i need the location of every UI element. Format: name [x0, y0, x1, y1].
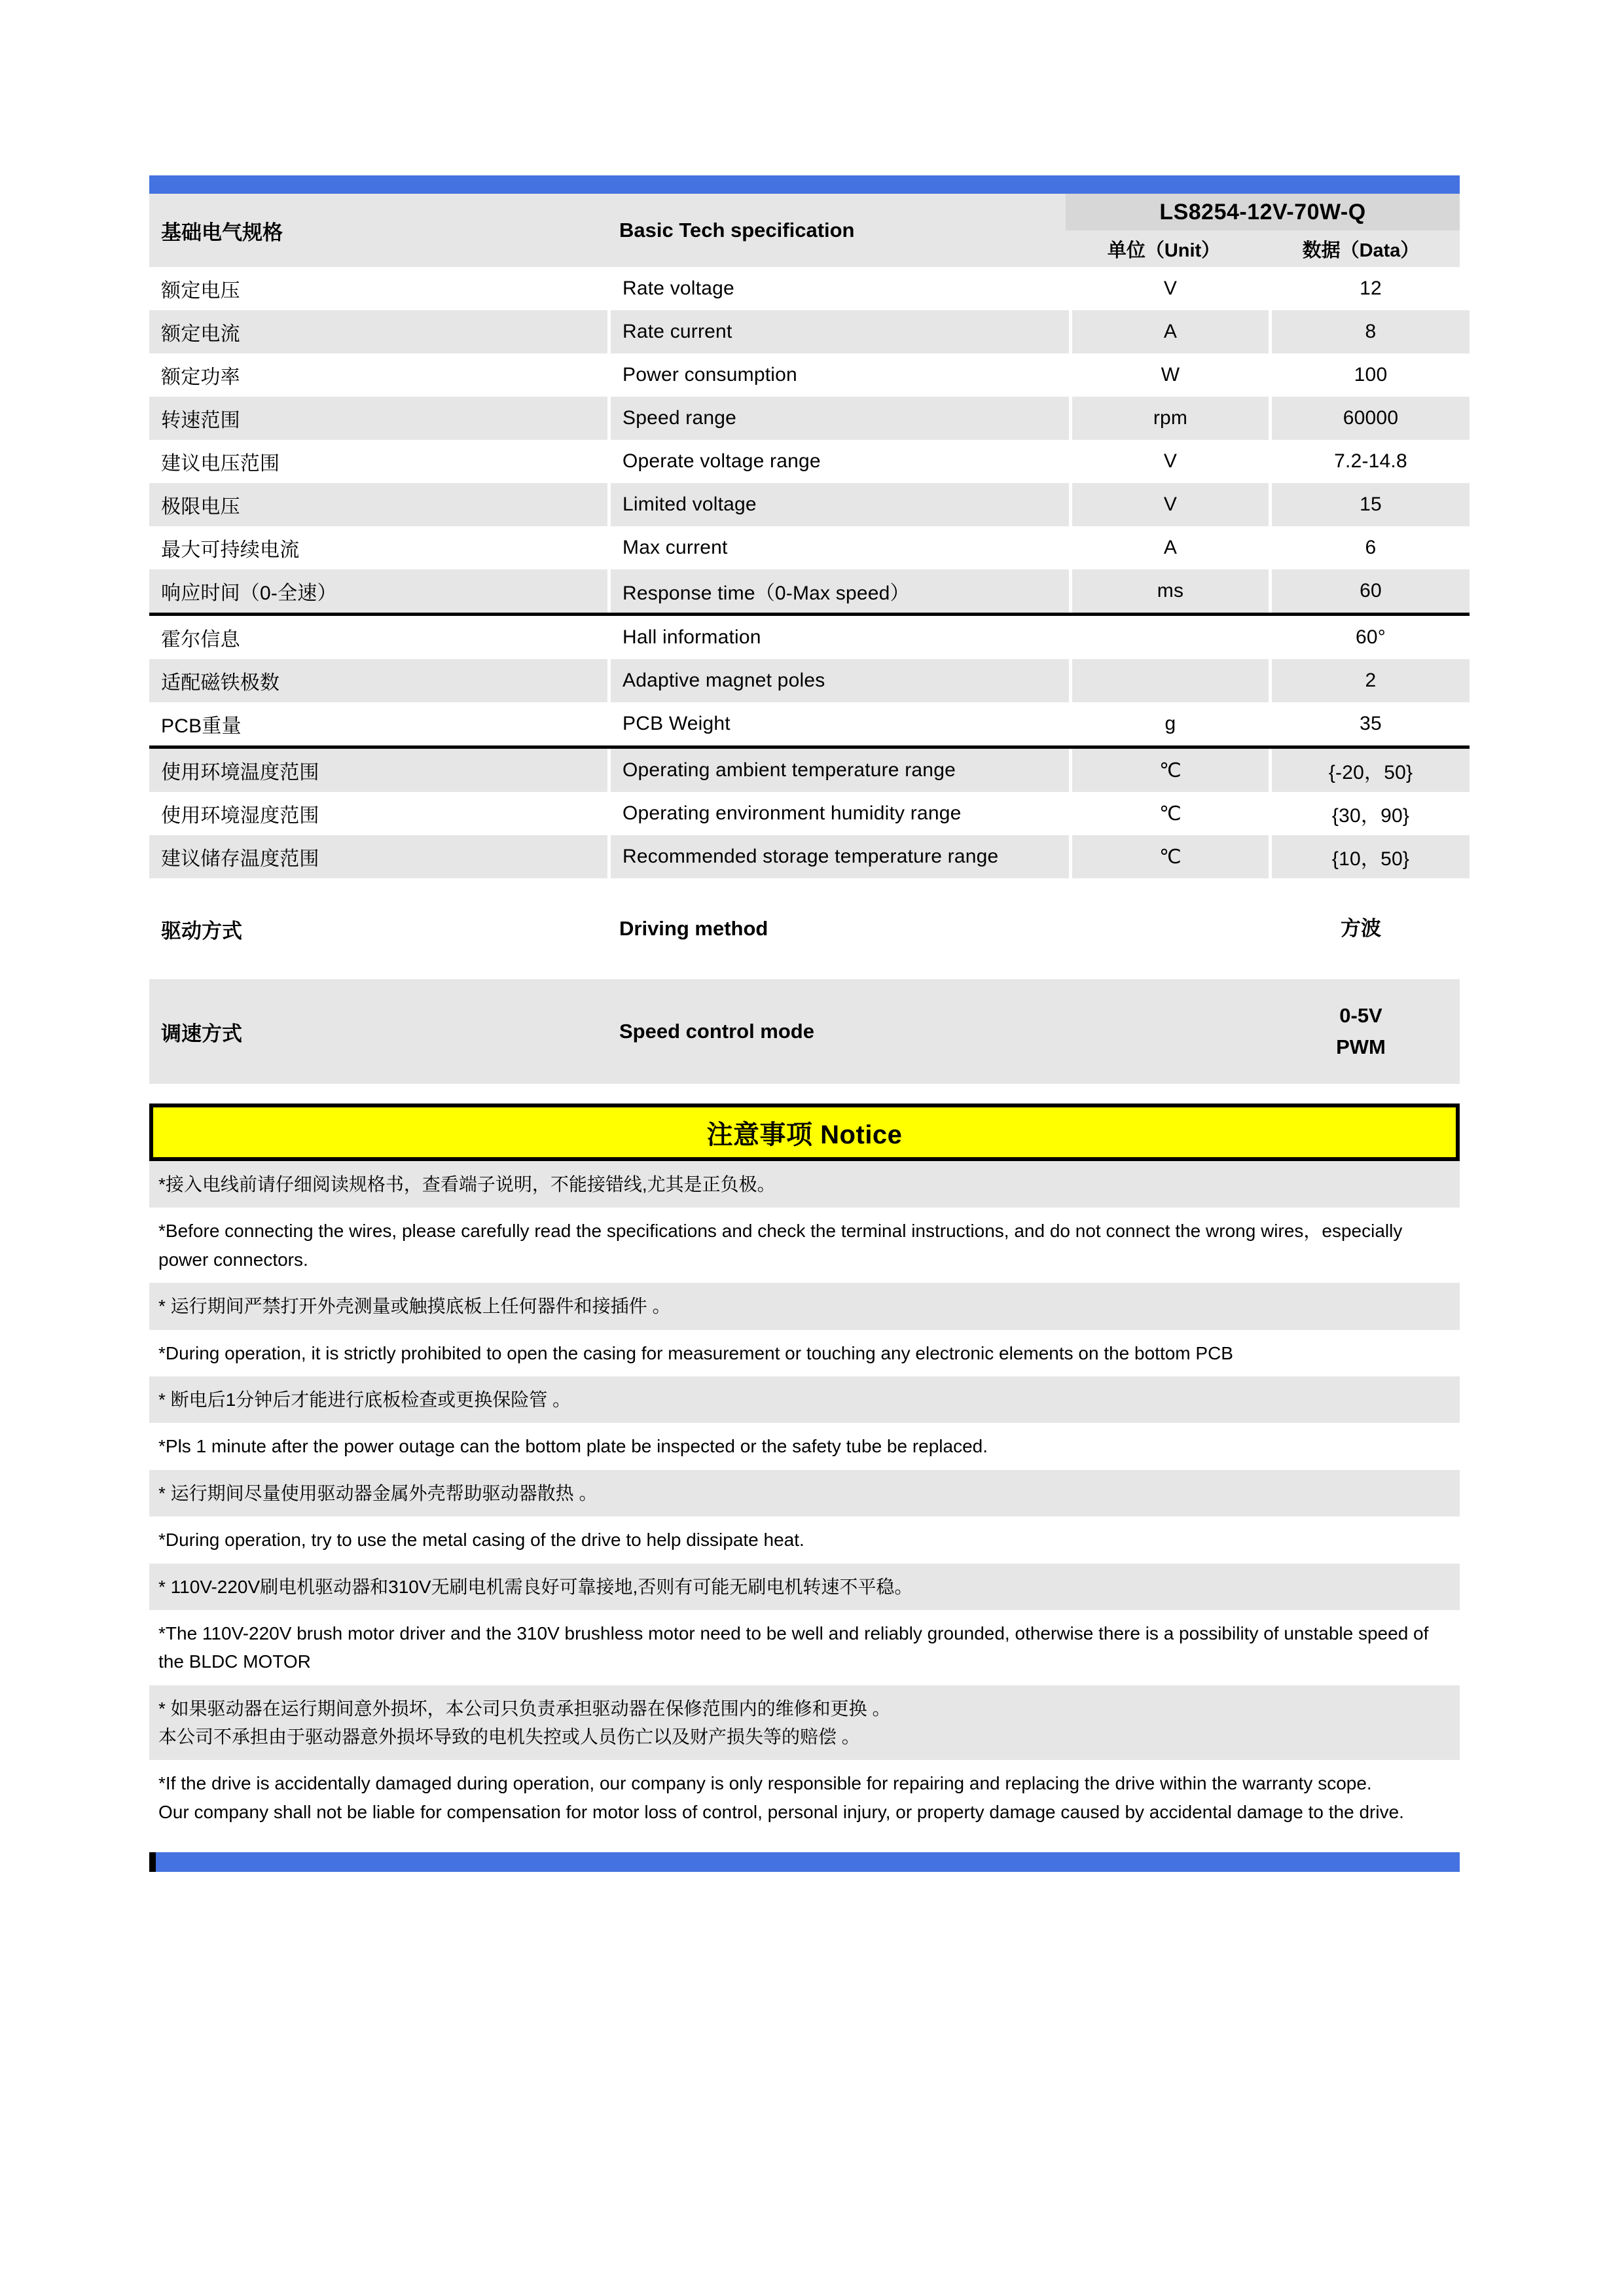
table-row [149, 397, 1470, 440]
row-label-en: Max current [611, 526, 1069, 569]
notice-item [149, 1376, 1460, 1423]
table-row [149, 483, 1470, 526]
row-spacer [149, 957, 1460, 979]
row-unit-value: W [1072, 353, 1269, 397]
row-label-cn: 响应时间（0-全速） [149, 569, 607, 613]
notice-item [149, 1161, 1460, 1208]
row-data-line: PWM [1336, 1035, 1386, 1058]
row-data-value: 8 [1272, 310, 1470, 353]
notice-item [149, 1564, 1460, 1610]
row-data-value: 100 [1272, 353, 1470, 397]
row-data-value: {30，90} [1272, 792, 1470, 835]
row-label-en: Rate voltage [611, 267, 1069, 310]
row-label-cn: 调速方式 [161, 1022, 242, 1045]
notice-line: 本公司不承担由于驱动器意外损坏导致的电机失控或人员伤亡以及财产损失等的赔偿 。 [158, 1727, 860, 1748]
row-label-en: Recommended storage temperature range [611, 835, 1069, 878]
row-unit-value [1072, 659, 1269, 702]
header-unit: 单位（Unit） [1107, 240, 1221, 261]
table-row [149, 659, 1470, 702]
notice-item [149, 1423, 1460, 1469]
row-unit-value: ℃ [1072, 835, 1269, 878]
row-unit-value: A [1072, 526, 1269, 569]
row-data-value: 15 [1272, 483, 1470, 526]
row-label-cn: 建议电压范围 [149, 440, 607, 483]
row-label-cn: 建议储存温度范围 [149, 835, 607, 878]
model-number: LS8254-12V-70W-Q [1066, 194, 1460, 230]
row-label-en: Power consumption [611, 353, 1069, 397]
notice-item [149, 1330, 1460, 1376]
row-data-value: 60000 [1272, 397, 1470, 440]
table-row-bold [149, 901, 1460, 957]
notice-item [149, 1610, 1460, 1685]
notice-line: *Pls 1 minute after the power outage can the bottom plate be inspected or the safety tube be replaced. [158, 1436, 988, 1457]
row-unit-value: ms [1072, 569, 1269, 613]
row-label-en: Hall information [611, 616, 1069, 659]
header-spec-cn: 基础电气规格 [161, 221, 283, 244]
notice-line: *The 110V-220V brush motor driver and the 310V brushless motor need to be well and reliably grounded, otherwise there is a possibility of unstable speed of the BLDC MOTOR [158, 1623, 1429, 1672]
row-label-en: Rate current [611, 310, 1069, 353]
row-label-cn: 适配磁铁极数 [149, 659, 607, 702]
spec-bold-rows [149, 878, 1460, 1084]
row-unit-value: A [1072, 310, 1269, 353]
table-row [149, 310, 1470, 353]
row-data-value: 7.2-14.8 [1272, 440, 1470, 483]
header-left-group [149, 194, 1066, 267]
row-label-cn: 极限电压 [149, 483, 607, 526]
table-row [149, 440, 1470, 483]
table-row [149, 353, 1470, 397]
row-data-value [1262, 1000, 1460, 1063]
notice-banner [149, 1103, 1460, 1161]
notice-item [149, 1685, 1460, 1761]
row-unit-value: ℃ [1072, 749, 1269, 792]
notice-line: * 如果驱动器在运行期间意外损坏，本公司只负责承担驱动器在保修范围内的维修和更换 。 [158, 1698, 891, 1719]
table-row [149, 702, 1470, 745]
row-data-value: 2 [1272, 659, 1470, 702]
notice-line: *During operation, try to use the metal casing of the drive to help dissipate heat. [158, 1530, 804, 1551]
row-label-cn: 额定电压 [149, 267, 607, 310]
row-data-value: 60° [1272, 616, 1470, 659]
row-unit-value [1072, 616, 1269, 659]
row-label-cn: 使用环境湿度范围 [149, 792, 607, 835]
spec-table [149, 267, 1470, 878]
top-accent-bar [149, 175, 1460, 194]
row-label-en: Speed control mode [619, 1020, 814, 1043]
notice-list [149, 1161, 1460, 1835]
unit-data-header [1066, 230, 1460, 267]
row-data-line: 0-5V [1339, 1003, 1382, 1027]
row-label-en: PCB Weight [611, 702, 1069, 745]
notice-line: * 运行期间严禁打开外壳测量或触摸底板上任何器件和接插件 。 [158, 1296, 671, 1317]
row-data-value: 方波 [1341, 916, 1381, 940]
row-label-en: Speed range [611, 397, 1069, 440]
notice-line: *接入电线前请仔细阅读规格书，查看端子说明，不能接错线,尤其是正负极。 [158, 1174, 776, 1194]
table-row [149, 526, 1470, 569]
row-unit-value: rpm [1072, 397, 1269, 440]
notice-line: *During operation, it is strictly prohibited to open the casing for measurement or touching any electronic elements on the bottom PCB [158, 1342, 1233, 1363]
row-label-en: Adaptive magnet poles [611, 659, 1069, 702]
row-data-value: {-20，50} [1272, 749, 1470, 792]
row-data-value: 6 [1272, 526, 1470, 569]
notice-item [149, 1470, 1460, 1516]
footer-accent [149, 1852, 1460, 1872]
header-right-group [1066, 194, 1460, 267]
row-data-value: 35 [1272, 702, 1470, 745]
row-unit-value: ℃ [1072, 792, 1269, 835]
row-label-cn: 额定电流 [149, 310, 607, 353]
notice-title: 注意事项 Notice [706, 1120, 903, 1149]
header-spec-en: Basic Tech specification [619, 219, 855, 242]
row-unit-value: V [1072, 440, 1269, 483]
row-label-en: Operate voltage range [611, 440, 1069, 483]
notice-item [149, 1208, 1460, 1283]
header-data: 数据（Data） [1302, 240, 1420, 261]
row-label-en: Operating ambient temperature range [611, 749, 1069, 792]
row-label-en: Limited voltage [611, 483, 1069, 526]
footer-accent-bar [156, 1852, 1460, 1872]
row-data-value: 12 [1272, 267, 1470, 310]
table-row [149, 792, 1470, 835]
notice-item [149, 1283, 1460, 1329]
footer-tick-mark [149, 1852, 156, 1872]
row-label-cn: 最大可持续电流 [149, 526, 607, 569]
row-unit-value: V [1072, 267, 1269, 310]
row-label-cn: 转速范围 [149, 397, 607, 440]
row-label-cn: PCB重量 [149, 702, 607, 745]
notice-item [149, 1760, 1460, 1835]
notice-line: * 断电后1分钟后才能进行底板检查或更换保险管 。 [158, 1389, 571, 1410]
row-data-value: 60 [1272, 569, 1470, 613]
table-row [149, 569, 1470, 613]
row-label-cn: 使用环境温度范围 [149, 749, 607, 792]
notice-line: * 110V-220V刷电机驱动器和310V无刷电机需良好可靠接地,否则有可能无刷电机转速不平稳。 [158, 1576, 913, 1597]
row-label-cn: 霍尔信息 [149, 616, 607, 659]
notice-line: *If the drive is accidentally damaged during operation, our company is only responsible for repairing and replacing the drive within the warranty scope. [158, 1773, 1372, 1794]
notice-item [149, 1516, 1460, 1563]
table-row [149, 616, 1470, 659]
document-page [149, 0, 1460, 1872]
row-label-cn: 额定功率 [149, 353, 607, 397]
table-row [149, 835, 1470, 878]
table-row [149, 749, 1470, 792]
row-label-cn: 驱动方式 [161, 919, 242, 942]
notice-line: *Before connecting the wires, please carefully read the specifications and check the terminal instructions, and do not connect the wrong wires，especially power connectors. [158, 1221, 1403, 1270]
row-label-en: Response time（0-Max speed） [611, 569, 1069, 613]
notice-line: * 运行期间尽量使用驱动器金属外壳帮助驱动器散热 。 [158, 1482, 598, 1503]
table-row [149, 267, 1470, 310]
row-unit-value: g [1072, 702, 1269, 745]
row-data-value: {10，50} [1272, 835, 1470, 878]
table-row-bold [149, 979, 1460, 1084]
row-label-en: Driving method [619, 917, 768, 940]
row-unit-value: V [1072, 483, 1269, 526]
row-spacer [149, 878, 1460, 901]
spec-table-header [149, 194, 1460, 267]
notice-line: Our company shall not be liable for compensation for motor loss of control, personal injury, or property damage caused by accidental damage to the drive. [158, 1801, 1404, 1822]
row-label-en: Operating environment humidity range [611, 792, 1069, 835]
